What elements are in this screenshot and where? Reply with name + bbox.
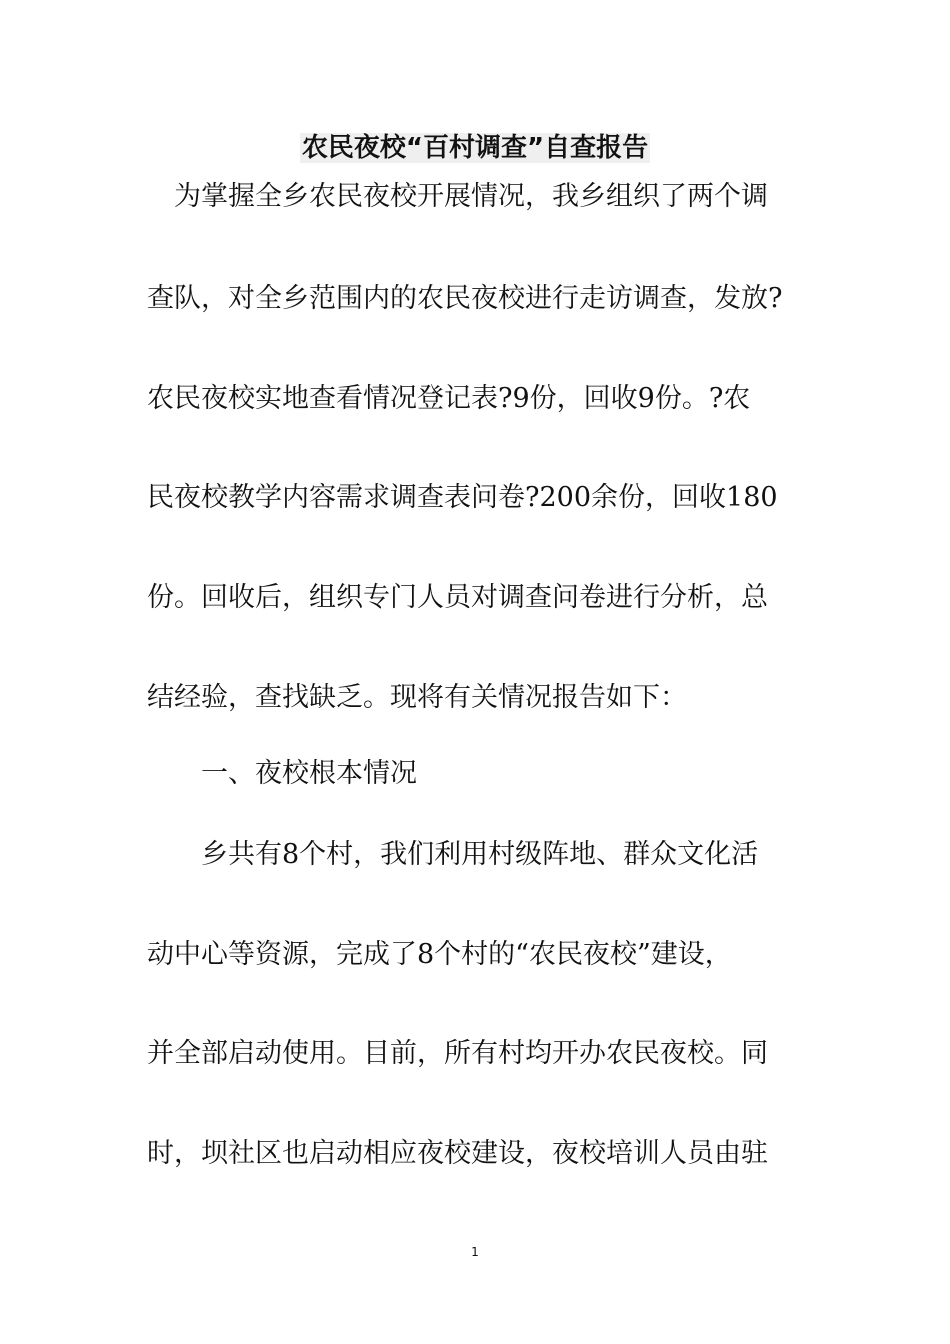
body-line-3: 农民夜校实地查看情况登记表?9份，回收9份。?农 bbox=[147, 383, 751, 414]
document-title-text: 农民夜校“百村调查”自查报告 bbox=[301, 133, 649, 163]
body-line-9: 并全部启动使用。目前，所有村均开办农民夜校。同 bbox=[147, 1038, 768, 1069]
body-line-4: 民夜校教学内容需求调查表问卷?200余份，回收180 bbox=[147, 482, 778, 513]
body-line-2: 查队，对全乡范围内的农民夜校进行走访调查，发放? bbox=[147, 283, 783, 314]
body-line-8: 动中心等资源，完成了8个村的“农民夜校”建设， bbox=[147, 939, 732, 970]
body-line-5: 份。回收后，组织专门人员对调查问卷进行分析，总 bbox=[147, 582, 768, 613]
body-line-10: 时，坝社区也启动相应夜校建设，夜校培训人员由驻 bbox=[147, 1138, 768, 1169]
section-heading-1: 一、夜校根本情况 bbox=[147, 758, 417, 789]
body-line-6: 结经验，查找缺乏。现将有关情况报告如下： bbox=[147, 682, 687, 713]
document-title bbox=[0, 128, 950, 168]
page-number: 1 bbox=[471, 1245, 479, 1259]
body-line-7: 乡共有8个村，我们利用村级阵地、群众文化活 bbox=[147, 839, 759, 870]
body-line-1: 为掌握全乡农民夜校开展情况，我乡组织了两个调 bbox=[147, 181, 768, 212]
